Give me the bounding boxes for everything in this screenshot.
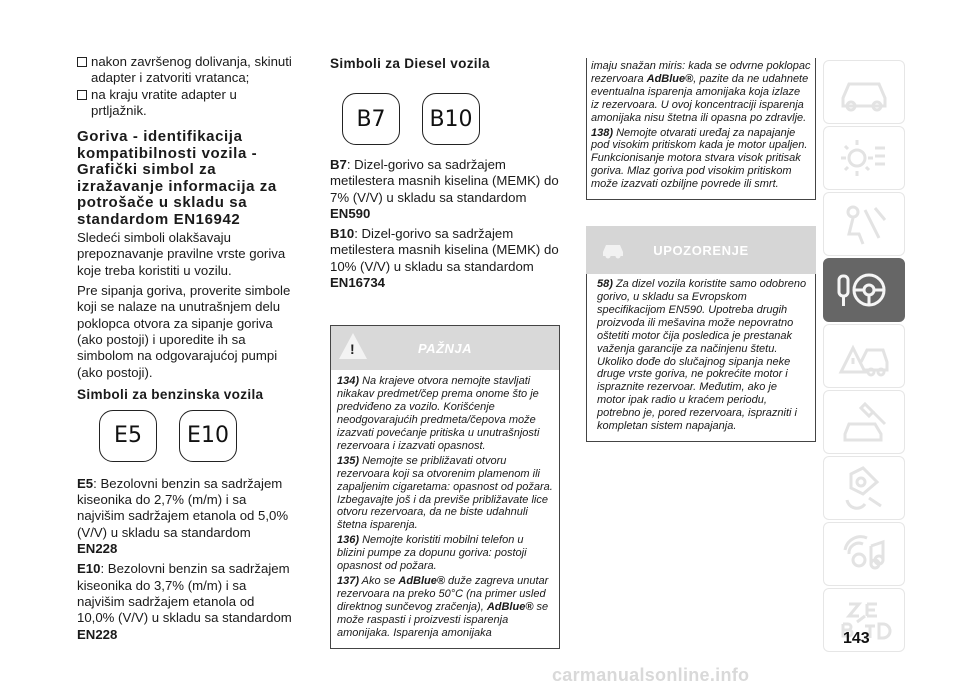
tab-safety[interactable]	[823, 192, 905, 256]
checkbox-bullet-icon	[77, 57, 87, 67]
warning-item: 137) Ako se AdBlue® duže zagreva unutar rezervoara na preko 50°C (na primer usled direktnog sunčevog zračenja), AdBlue® se može raspasti i proizvesti isparenja amonijaka. Isparenja amonijaka	[337, 574, 549, 639]
tab-start-driving[interactable]	[823, 258, 905, 322]
tab-emergency[interactable]	[823, 324, 905, 388]
fuel-symbol-e10: E10	[179, 410, 237, 462]
e5-description: E5: Bezolovni benzin sa sadržajem kiseonika do 2,7% (m/m) i sa najvišim sadržajem etanola od 5,0% (V/V) u skladu sa standardom EN228	[77, 475, 289, 557]
fuel-symbol-e5: E5	[99, 410, 157, 462]
safety-airbag-icon	[835, 200, 893, 248]
b7-description: B7: Dizel-gorivo sa sadržajem metilestera masnih kiselina (MEMK) do 7% (V/V) u skladu sa standardom EN590	[330, 157, 559, 221]
watermark: carmanualsonline.info	[552, 665, 750, 683]
tab-dashboard[interactable]	[823, 126, 905, 190]
warning-box	[330, 325, 560, 648]
column-right	[586, 60, 816, 442]
bullet-text: na kraju vratite adapter u prtljažnik.	[91, 86, 237, 118]
warning-item: imaju snažan miris: kada se odvrne poklopac rezervoara AdBlue®, pazite da ne udahnete eventualna isparenja amonijaka koja izlaze iz rezervoara. U ovoj koncentraciji isparenja amonijaka nisu štetna ili opasna po zdravlje.	[591, 60, 811, 124]
warning-continued	[586, 58, 816, 200]
service-wrench-icon	[835, 398, 893, 446]
paragraph: Pre sipanja goriva, proverite simbole koji se nalaze na unutrašnjem delu poklopca otvora za sipanje goriva (ako postoji) i uporedite ih sa simbolom na odgovarajućoj pumpi (ako postoji).	[77, 283, 291, 380]
section-heading: Goriva - identifikacija kompatibilnosti vozila - Grafički simbol za izražavanje informacija za potrošače u skladu sa standardom EN16942	[77, 128, 277, 228]
fuel-symbol-b10: B10	[422, 93, 480, 145]
tab-multimedia[interactable]	[823, 522, 905, 586]
bullet-text: nakon završenog dolivanja, skinuti adapter i zatvoriti vratanca;	[91, 54, 292, 86]
warning-item: 136) Nemojte koristiti mobilni telefon u blizini pumpe za dopunu goriva: postoji opasnost od požara.	[337, 534, 527, 573]
technical-data-icon	[835, 464, 893, 512]
e10-description: E10: Bezolovni benzin sa sadržajem kiseonika do 3,7% (m/m) i sa najvišim sadržajem etanola od 10,0% (V/V) u skladu sa standardom EN228	[77, 561, 292, 642]
warning-title: PAŽNJA	[417, 340, 473, 356]
warning-item: 135) Nemojte se približavati otvoru rezervoara koji sa otvorenim plamenom ili zapaljenim cigaretama: opasnost od požara. Izbegavajte još i da previše približavate lice otvoru rezervoara, da ne biste udahnuli štetna isparenja.	[337, 454, 553, 532]
fuel-symbol-b7: B7	[342, 93, 400, 145]
key-steering-wheel-icon	[835, 266, 893, 314]
column-middle	[330, 54, 560, 649]
tab-car-info[interactable]	[823, 60, 905, 124]
diesel-symbols	[342, 93, 560, 145]
petrol-symbols	[99, 410, 292, 462]
exclamation-icon: !	[350, 341, 355, 358]
car-info-icon	[835, 68, 893, 116]
caution-content	[586, 274, 816, 442]
warning-car-icon	[835, 332, 893, 380]
petrol-heading: Simboli za benzinska vozila	[77, 386, 264, 402]
warning-content	[331, 370, 559, 647]
multimedia-icon	[835, 530, 893, 578]
caution-title: UPOZORENJE	[653, 242, 749, 258]
list-item	[77, 54, 292, 87]
tab-maintenance[interactable]	[823, 390, 905, 454]
b10-description: B10: Dizel-gorivo sa sadržajem metilestera masnih kiselina (MEMK) do 10% (V/V) u skladu sa standardom EN16734	[330, 226, 559, 291]
warning-item: 134) Na krajeve otvora nemojte stavljati nikakav predmet/čep prema onome što je predviđeno za vozilo. Korišćenje neodgovarajućih predmeta/čepova može izazvati povećanje pritiska u unutrašnjosti rezervoara i izazvati opasnost.	[337, 375, 540, 452]
list-item	[77, 87, 292, 120]
caution-item: 58) Za dizel vozila koristite samo odobreno gorivo, u skladu sa Evropskom specifikacijom EN590. Upotreba drugih proizvoda ili mešavina može nepovratno oštetiti motor čija posledica je prestanak važenja garancije za načinjenu štetu. Ukoliko dođe do slučajnog sipanja neke druge vrste goriva, ne pokrećite motor i ispraznite rezervoar. Međutim, ako je motor ipak radio u kraćem periodu, potrebno je, pored rezervoara, isprazniti i kompletan sistem napajanja.	[597, 278, 807, 433]
chapter-sidebar	[823, 60, 905, 654]
tab-technical-data[interactable]	[823, 456, 905, 520]
page-number: 143	[843, 630, 870, 647]
diesel-heading: Simboli za Diesel vozila	[330, 56, 490, 71]
paragraph: Sledeći simboli olakšavaju prepoznavanje pravilne vrste goriva koje treba koristiti u vozilu.	[77, 230, 286, 278]
dashboard-lights-icon	[835, 134, 893, 182]
car-caution-icon	[600, 238, 626, 260]
warning-item: 138) Nemojte otvarati uređaj za napajanje pod visokim pritiskom kada je motor upaljen. Funkcionisanje motora stvara visok pritisak goriva. Mlaz goriva pod visokim pritiskom može izazvati ozbiljne povrede ili smrt.	[591, 126, 808, 191]
warning-header	[331, 326, 559, 370]
checkbox-bullet-icon	[77, 90, 87, 100]
column-left	[77, 54, 292, 647]
caution-header	[586, 226, 816, 274]
